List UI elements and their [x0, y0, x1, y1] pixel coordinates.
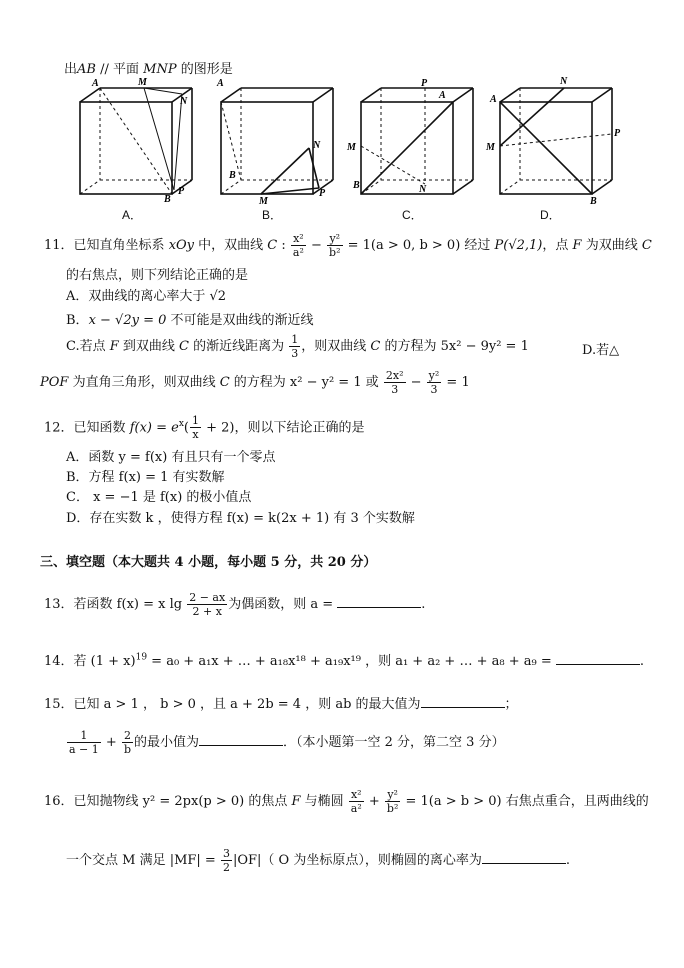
- q15-number: 15．: [44, 697, 74, 712]
- q15-answer-blank-2[interactable]: [199, 733, 283, 746]
- q11-xoy: xOy: [168, 238, 195, 253]
- q11-frac-x: [291, 232, 306, 259]
- figure-a-cube: [74, 76, 198, 205]
- q16-frac-32-num: 3: [222, 847, 230, 860]
- q11-option-a: A．双曲线的离心率大于 √2: [66, 289, 227, 304]
- q11-stem-4: 为双曲线: [581, 238, 642, 253]
- q12-frac-num: 1: [191, 414, 199, 428]
- fig-c-label-n: N: [419, 184, 427, 195]
- fig-b-label-a: A: [217, 78, 224, 89]
- q12-paren-close: + 2): [201, 420, 235, 436]
- figure-d-cube: [486, 76, 621, 207]
- q13-frac: [187, 591, 227, 618]
- fig-d-label-p: P: [614, 128, 621, 139]
- fig-c-label-p: P: [421, 78, 428, 89]
- q11-stem-1: 已知直角坐标系: [73, 238, 169, 253]
- fig-a-label-m: M: [138, 77, 147, 88]
- q11-optb-post: 不可能是双曲线的渐近线: [166, 313, 314, 328]
- q16-frac-y-den: b²: [386, 802, 399, 815]
- q16-line2-pre: 一个交点 M 满足 |MF| =: [66, 853, 220, 868]
- q11-option-d-pre: D.若△: [582, 343, 620, 358]
- q11-f: F: [572, 238, 582, 253]
- q11-optc-frac: [289, 333, 300, 360]
- q11-optc-post2: 的方程为 5x² − 9y² = 1: [380, 339, 529, 354]
- q16-frac-x: [349, 788, 364, 815]
- fig-c-label-b: B: [353, 180, 360, 191]
- q16-f: F: [291, 794, 301, 809]
- q11-stem-3: ，点: [542, 238, 573, 253]
- q16-pre: 已知抛物线 y² = 2px(p > 0) 的焦点: [73, 794, 292, 809]
- q13-answer-blank[interactable]: [337, 595, 421, 608]
- q16-line2: [66, 846, 570, 876]
- q15-frac-2-den: b: [123, 743, 131, 756]
- q11-optd-frac1: [384, 369, 406, 396]
- q15-line2-text: 的最小值为: [134, 735, 200, 750]
- q11-point: P(√2,1): [494, 238, 543, 253]
- fig-a-label-n: N: [180, 96, 188, 107]
- fig-d-label-a: A: [490, 94, 497, 105]
- q14-number: 14．: [44, 654, 74, 669]
- q12-frac: [190, 414, 201, 441]
- q16-frac-x-den: a²: [350, 802, 362, 815]
- fig-d-label-b: B: [590, 196, 597, 207]
- intro-mnp: MNP: [143, 62, 177, 77]
- intro-end: 的图形是: [176, 62, 233, 77]
- figure-a: [74, 76, 198, 205]
- q11-option-c: [66, 333, 529, 361]
- q11-line2: 的右焦点，则下列结论正确的是: [66, 268, 249, 283]
- q16-line2-mid: |OF|（ O 为坐标原点），则椭圆的离心率为: [232, 853, 482, 868]
- q12-option-b: B．方程 f(x) = 1 有实数解: [66, 470, 225, 485]
- q11-optc-mid: 到双曲线: [118, 339, 180, 354]
- q13-frac-den: 2 + x: [192, 605, 222, 618]
- q12-sup: x: [178, 419, 184, 429]
- q16-end: .: [565, 853, 570, 868]
- q14-end: .: [639, 654, 644, 669]
- figure-b: [215, 76, 339, 207]
- q11-optd-frac2: [427, 369, 442, 396]
- intro-suffix: // 平面: [95, 62, 144, 77]
- q12-stem-a: 已知函数: [73, 420, 130, 436]
- q15-line2: [66, 728, 505, 758]
- q11-c: C: [267, 238, 278, 253]
- q12-option-d: D．存在实数 k ，使得方程 f(x) = k(2x + 1) 有 3 个实数解: [66, 511, 415, 526]
- q11-optc-f: F: [109, 339, 119, 354]
- fig-c-label-a: A: [439, 90, 446, 101]
- q12-frac-den: x: [192, 428, 199, 442]
- q13-frac-num: 2 − ax: [189, 591, 226, 604]
- q14-mid: = a₀ + a₁x + … + a₁₈x¹⁸ + a₁₉x¹⁹ ，则 a₁ + a₂ + … + a₈ + a₉ =: [147, 654, 556, 669]
- fig-b-label-b: B: [229, 170, 236, 181]
- q11-optd-frac1-den: 3: [391, 383, 399, 396]
- q12-fx: f(x) = e: [129, 420, 179, 436]
- q15-plus: +: [101, 735, 121, 750]
- q11-optc-c: C: [179, 339, 189, 354]
- q11-frac-y: [327, 232, 342, 259]
- q14-sup: 19: [135, 652, 148, 663]
- q15-frac-2-num: 2: [122, 729, 133, 743]
- q11-option-b: [66, 309, 314, 328]
- q15-line1-text: 已知 a > 1 ， b > 0 ，且 a + 2b = 4 ，则 ab 的最大值为: [73, 697, 421, 712]
- fig-d-label-m: M: [486, 142, 495, 153]
- q16-frac-32: [221, 847, 232, 874]
- q16-answer-blank[interactable]: [482, 851, 566, 864]
- q11-optc-post: ，则双曲线: [301, 339, 371, 354]
- q15-frac-1-den: a − 1: [69, 743, 99, 756]
- q14-pre: 若 (1 + x): [73, 654, 136, 669]
- fig-a-label-b: B: [164, 194, 171, 205]
- caption-d: D．: [540, 208, 561, 222]
- section3-title: 三、填空题（本大题共 4 小题，每小题 5 分，共 20 分）: [40, 555, 377, 570]
- q15-frac-2: [122, 729, 133, 756]
- q16-post: = 1(a > b > 0) 右焦点重合，且两曲线的: [401, 794, 649, 809]
- intro-ab: AB: [77, 62, 96, 77]
- fig-b-label-n: N: [313, 140, 321, 151]
- q11-number: 11．: [44, 238, 74, 253]
- q16-number: 16．: [44, 794, 74, 809]
- q11-optd-end: = 1: [442, 375, 470, 390]
- fig-a-label-p: P: [178, 186, 185, 197]
- q11-stem: 11．已知直角坐标系 xOy 中，双曲线 C : $\frac{\text{x²}}{\text{a²}}$ − $\frac{\text{y²}}{\text{b²}}$ = 1(a > 0, b > 0) 经过 P(√2,1)，点 F 为双曲线 C: [44, 232, 652, 259]
- q11-optd-c: C: [219, 375, 230, 390]
- q12-stem-b: ，则以下结论正确的是: [234, 420, 365, 436]
- figure-c-cube: [347, 76, 479, 202]
- figure-b-cube: [215, 76, 339, 207]
- q11-optd-frac2-den: 3: [430, 383, 438, 396]
- fig-b-label-p: P: [319, 188, 326, 199]
- intro-prefix: 出: [64, 62, 78, 77]
- q13-pre: 若函数 f(x) = x lg: [73, 597, 187, 612]
- q11-optd-frac2-num: y²: [428, 369, 440, 382]
- q14-answer-blank[interactable]: [556, 652, 640, 665]
- q15-frac-1-num: 1: [67, 729, 101, 743]
- q11-c-2: C: [641, 238, 652, 253]
- q11-option-d: [40, 369, 470, 397]
- fig-c-label-m: M: [347, 142, 356, 153]
- q16-frac-x-num: x²: [349, 788, 364, 802]
- q13: [44, 590, 425, 620]
- q11-optc-frac-den: 3: [291, 347, 299, 360]
- q15-end2: ．（本小题第一空 2 分，第二空 3 分）: [283, 735, 505, 750]
- q11-optc-pre: C.若点: [66, 339, 110, 354]
- q13-end: .: [421, 597, 426, 612]
- q16-mid: 与椭圆: [300, 794, 348, 809]
- q11-eqtail: = 1(a > 0, b > 0) 经过: [343, 238, 495, 253]
- fig-a-label-a: A: [92, 78, 99, 89]
- q14: [44, 650, 644, 669]
- q16-line1: [44, 787, 649, 817]
- q11-frac-x-num: x²: [291, 232, 306, 246]
- caption-a: A．: [122, 208, 143, 222]
- q15-line1: [44, 693, 518, 712]
- q15-end1: ；: [504, 697, 518, 712]
- q12-option-c: C． x = −1 是 f(x) 的极小值点: [66, 490, 252, 505]
- q11-frac-y-num: y²: [327, 232, 342, 246]
- q11-optc-frac-num: 1: [291, 333, 299, 346]
- intro-line: [64, 58, 233, 77]
- caption-c: C．: [402, 208, 423, 222]
- figure-c: [347, 76, 479, 202]
- q11-optb-eq: x − √2y = 0: [88, 313, 167, 328]
- caption-b: B．: [262, 208, 283, 222]
- q11-frac-y-den: b²: [329, 246, 341, 259]
- q11-optc-c2: C: [370, 339, 381, 354]
- q11-optd-pof: POF: [40, 375, 69, 390]
- q11-optc-mid2: 的渐近线距离为: [189, 339, 289, 354]
- figure-d: [486, 76, 621, 207]
- fig-d-label-n: N: [560, 76, 568, 87]
- q15-answer-blank-1[interactable]: [421, 695, 505, 708]
- q15-frac-1: [67, 729, 101, 756]
- q11-optd-c-text: 的方程为 x² − y² = 1 或: [229, 375, 383, 390]
- q11-frac-x-den: a²: [292, 246, 304, 259]
- q12-option-a: A．函数 y = f(x) 有且只有一个零点: [66, 450, 276, 465]
- q16-frac-y-num: y²: [385, 788, 400, 802]
- q16-frac-y: [385, 788, 400, 815]
- q12-number: 12．: [44, 420, 74, 436]
- q16-plus: +: [364, 794, 384, 809]
- q13-number: 13．: [44, 597, 74, 612]
- q11-optd-frac1-num: 2x²: [385, 369, 404, 382]
- q13-post: 为偶函数，则 a =: [228, 597, 338, 612]
- q16-frac-32-den: 2: [222, 861, 230, 874]
- q11-optd-b: 为直角三角形，则双曲线: [68, 375, 220, 390]
- q11-optd-minus: −: [406, 375, 426, 390]
- q12-paren-open: (: [183, 420, 189, 436]
- q11-optb-pre: B．: [66, 313, 89, 328]
- fig-b-label-m: M: [259, 196, 268, 207]
- q11-stem-2: 中，双曲线: [194, 238, 268, 253]
- q12-stem: [44, 410, 365, 442]
